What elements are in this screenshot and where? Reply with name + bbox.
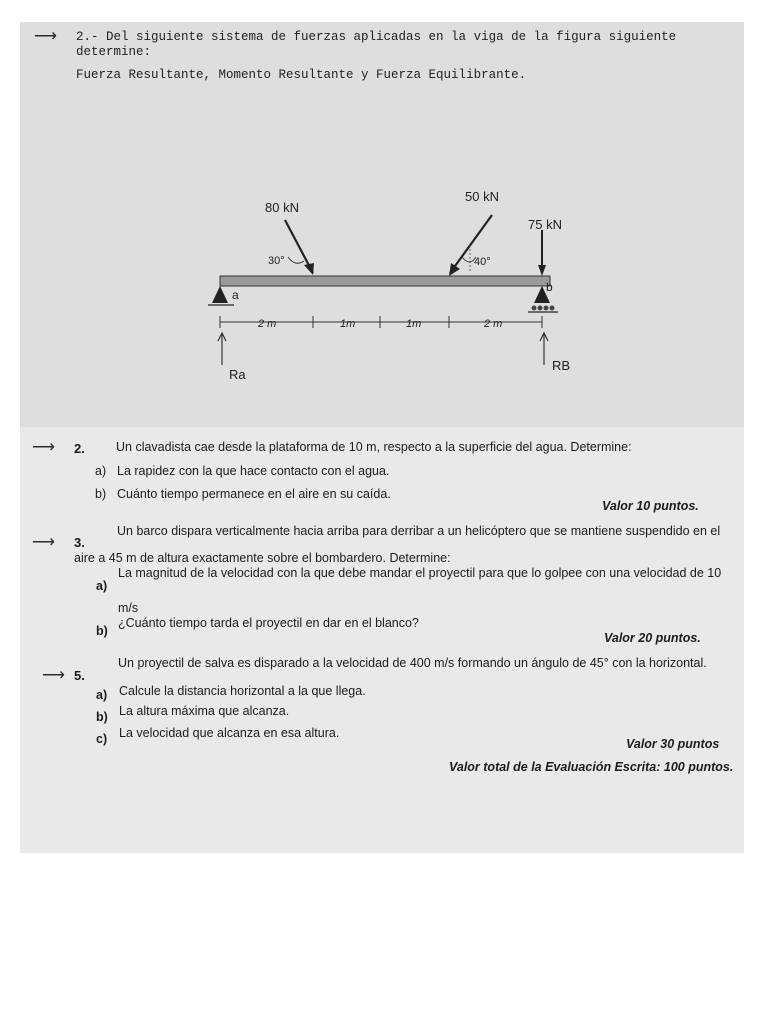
q2-arrow-icon: ⟶ bbox=[32, 439, 55, 456]
pointer-arrow-icon: ⟶ bbox=[34, 28, 57, 45]
dim-label-4: 2 m bbox=[484, 318, 503, 330]
q3-text: Un barco dispara verticalmente hacia arriba para derribar a un helicóptero que se mantiene suspendido en el bbox=[117, 524, 721, 538]
reaction-b-label: RB bbox=[552, 358, 571, 373]
q3-a-text: La magnitud de la velocidad con la que debe mandar el proyectil para que lo golpee con una velocidad de 10 bbox=[118, 566, 722, 580]
beam-diagram bbox=[200, 185, 600, 385]
force-75-label: 75 kN bbox=[528, 217, 562, 232]
evaluation-total: Valor total de la Evaluación Escrita: 100 puntos. bbox=[449, 760, 734, 774]
support-b-rollers bbox=[532, 306, 555, 311]
q5-arrow-icon: ⟶ bbox=[42, 667, 65, 684]
force-80-arrowhead bbox=[304, 263, 314, 275]
q2-b-label: b) bbox=[95, 487, 107, 501]
q3-value: Valor 20 puntos. bbox=[604, 631, 701, 645]
q2-a-text: La rapidez con la que hace contacto con el agua. bbox=[117, 464, 390, 478]
q2-number: 2. bbox=[74, 441, 85, 456]
reaction-a-label: Ra bbox=[229, 367, 246, 382]
q3-number: 3. bbox=[74, 535, 85, 550]
problem-line-2: determine: bbox=[76, 45, 152, 59]
q5-c-label: c) bbox=[96, 732, 108, 746]
q3-arrow-icon: ⟶ bbox=[32, 534, 55, 551]
q3-b-label: b) bbox=[96, 624, 108, 638]
q3-a-text-2: m/s bbox=[118, 601, 139, 615]
force-50-label: 50 kN bbox=[465, 189, 499, 204]
angle-40-label: 40° bbox=[474, 256, 491, 268]
beam bbox=[220, 276, 550, 286]
q5-b-label: b) bbox=[96, 710, 108, 724]
problem-line-3: Fuerza Resultante, Momento Resultante y Fuerza Equilibrante. bbox=[76, 68, 527, 82]
q2-a-label: a) bbox=[95, 464, 107, 478]
q3-text-2: aire a 45 m de altura exactamente sobre el bombardero. Determine: bbox=[74, 551, 451, 565]
force-75-arrowhead bbox=[538, 265, 546, 276]
force-80-label: 80 kN bbox=[265, 200, 299, 215]
problem-line-1: 2.- Del siguiente sistema de fuerzas aplicadas en la viga de la figura siguiente bbox=[76, 30, 677, 44]
q5-number: 5. bbox=[74, 668, 85, 683]
support-a-label: a bbox=[232, 288, 239, 302]
q5-value: Valor 30 puntos bbox=[626, 737, 720, 751]
q2-text: Un clavadista cae desde la plataforma de 10 m, respecto a la superficie del agua. Determine: bbox=[116, 440, 632, 454]
dim-label-1: 2 m bbox=[258, 318, 277, 330]
dim-label-2: 1m bbox=[340, 318, 356, 330]
angle-30-label: 30° bbox=[268, 255, 285, 267]
q5-b-text: La altura máxima que alcanza. bbox=[119, 704, 290, 718]
support-b-label: b bbox=[546, 280, 553, 294]
q5-text: Un proyectil de salva es disparado a la velocidad de 400 m/s formando un ángulo de 45° con la horizontal. bbox=[118, 656, 707, 670]
q5-a-text: Calcule la distancia horizontal a la que llega. bbox=[119, 684, 366, 698]
angle-30-arc bbox=[288, 257, 304, 263]
dim-label-3: 1m bbox=[406, 318, 422, 330]
q5-c-text: La velocidad que alcanza en esa altura. bbox=[119, 726, 340, 740]
support-a bbox=[212, 286, 228, 303]
q5-a-label: a) bbox=[96, 688, 108, 702]
q2-value: Valor 10 puntos. bbox=[602, 499, 699, 513]
q3-b-text: ¿Cuánto tiempo tarda el proyectil en dar en el blanco? bbox=[118, 616, 419, 630]
q3-a-label: a) bbox=[96, 579, 108, 593]
q2-b-text: Cuánto tiempo permanece en el aire en su caída. bbox=[117, 487, 391, 501]
